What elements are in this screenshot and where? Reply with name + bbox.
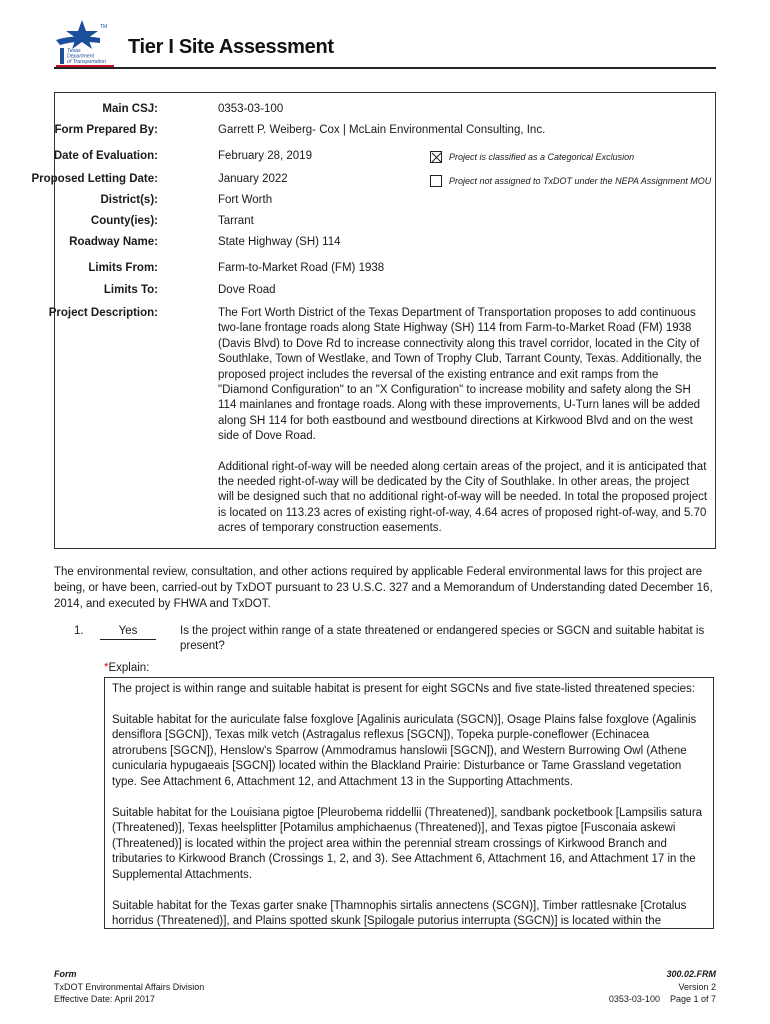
field-value[interactable]: Garrett P. Weiberg- Cox | McLain Environmental Consulting, Inc.	[218, 124, 546, 136]
field-roadway-name	[55, 234, 715, 250]
field-value[interactable]: February 28, 2019	[218, 150, 312, 162]
project-info-box	[31, 92, 716, 549]
footer-form-label: Form	[54, 969, 77, 979]
footer-division: TxDOT Environmental Affairs Division	[54, 981, 205, 992]
footer-left	[54, 968, 204, 1006]
field-value[interactable]: Tarrant	[218, 215, 254, 227]
footer-right	[609, 968, 716, 1006]
intro-paragraph: The environmental review, consultation, and other actions required by applicable Federal environmental laws for this project are being, or have been, carried-out by TxDOT pursuant to 23 U.S.C. 327 and a Memorandum of Understanding dated December 16, 2014, and executed by FHWA and TxDOT.	[54, 566, 713, 610]
field-label: Form Prepared By:	[54, 124, 158, 136]
explain-paragraph: Suitable habitat for the Louisiana pigtoe [Pleurobema riddellii (Threatened)], sandbank pocketbook [Lampsilis satura (Threatened)], Texas heelsplitter [Potamilus amphichaenus (Threatened)], and Texas pigtoe [Fusconaia askewi (Threatened)] is located within the project area within the perennial stream crossings of Kirkwood Branch and tributaries to Kirkwood Branch (Crossings 1, 2, and 3). See Attachment 6, Attachment 16, and Attachment 17 in the Supplemental Attachments.	[112, 806, 703, 881]
checkbox-label: Project is classified as a Categorical Exclusion	[449, 152, 635, 162]
required-star: *	[104, 662, 109, 674]
field-label: Roadway Name:	[69, 236, 158, 248]
field-value[interactable]: 0353-03-100	[218, 103, 284, 115]
field-label: Project Description:	[48, 307, 158, 319]
checkbox-categorical-exclusion-row	[430, 150, 634, 164]
explain-label-text: Explain:	[108, 662, 150, 674]
field-label: Main CSJ:	[102, 103, 158, 115]
page-title: Tier I Site Assessment	[128, 36, 334, 58]
logo-text-line-2: Department	[67, 53, 95, 60]
explain-paragraph: Suitable habitat for the auriculate false foxglove [Agalinis auriculata (SGCN)], Osage Plains false foxglove (Agalinis densiflora [SGCN]), Texas milk vetch (Astragalus reflexus [SGCN]), Topeka purple-coneflower (Echinacea atrorubens [SGCN]), Henslow's Sparrow (Ammodramus hanslowii [SGCN]), and Western Burrowing Owl (Athene cunicularia hypugaeais [SGCN]) located within the Blackland Prairie: Disturbance or Tame Grassland vegetation type. See Attachment 6, Attachment 12, and Attachment 13 in the Supporting Attachments.	[112, 713, 697, 788]
description-paragraph: The Fort Worth District of the Texas Department of Transportation proposes to add continuous two-lane frontage roads along State Highway (SH) 114 from Farm-to-Market Road (FM) 1938 (Davis Blvd) to Dove Rd to increase connectivity along this travel corridor, located in the City of Southlake, Town of Westlake, and Town of Trophy Club, Tarrant County, Texas. Additionally, the proposed project includes the reversal of the existing entrance and exit ramps from the "Diamond Configuration" to an "X Configuration" to increase mobility and safety along the SH 114 mainlanes and frontage roads. Along with these improvements, U-Turn lanes will be added along SH 114 for both eastbound and westbound directions at Kirkwood Blvd and on the west side of Dove Road.	[218, 307, 702, 443]
categorical-exclusion-checkbox[interactable]	[430, 151, 442, 163]
page-header	[54, 18, 716, 72]
footer-csj: 0353-03-100	[608, 994, 660, 1004]
nepa-assignment-checkbox[interactable]	[430, 175, 442, 187]
field-label: District(s):	[100, 194, 158, 206]
field-value[interactable]: State Highway (SH) 114	[218, 236, 341, 248]
explain-label	[104, 662, 149, 674]
question-answer-field[interactable]: Yes	[100, 624, 156, 640]
checkbox-nepa-assignment-row	[430, 174, 711, 188]
explain-textarea[interactable]	[104, 677, 714, 929]
question-number: 1.	[74, 625, 84, 637]
footer-form-number: 300.02.FRM	[666, 969, 716, 979]
field-label: Proposed Letting Date:	[31, 173, 158, 185]
header-divider	[54, 67, 716, 69]
field-value[interactable]: Fort Worth	[218, 194, 273, 206]
project-description[interactable]	[218, 306, 708, 552]
footer-page-number: Page 1 of 7	[669, 994, 716, 1004]
field-label: Limits To:	[103, 284, 158, 296]
field-label: Limits From:	[88, 262, 158, 274]
footer-effective-date: Effective Date: April 2017	[54, 994, 155, 1004]
field-label: Date of Evaluation:	[53, 150, 158, 162]
footer-version: Version 2	[678, 981, 716, 992]
field-value[interactable]: Dove Road	[218, 284, 276, 296]
explain-paragraph: Suitable habitat for the Texas garter snake [Thamnophis sirtalis annectens (SCGN)], Timber rattlesnake [Crotalus horridus (Threatened)], and Plains spotted skunk [Spilogale putorius interrupta (SGCN)] is located within the	[112, 899, 687, 928]
txdot-logo	[54, 18, 120, 68]
field-value[interactable]: January 2022	[218, 173, 288, 185]
field-limits-from	[55, 260, 715, 276]
question-text: Is the project within range of a state threatened or endangered species or SGCN and suitable habitat is present?	[180, 625, 705, 652]
field-limits-to	[55, 282, 715, 298]
field-counties	[55, 213, 715, 229]
field-value[interactable]: Farm-to-Market Road (FM) 1938	[218, 262, 385, 274]
field-label: County(ies):	[90, 215, 158, 227]
field-districts	[55, 192, 715, 208]
logo-text-line-1: Texas	[67, 48, 81, 54]
checkbox-label: Project not assigned to TxDOT under the NEPA Assignment MOU	[449, 176, 712, 186]
field-prepared-by	[55, 122, 715, 138]
description-paragraph: Additional right-of-way will be needed along certain areas of the project, and it is anticipated that the needed right-of-way will be dedicated by the City of Southlake. In other areas, the project will be designed such that no additional right-of-way will be needed. In total the proposed project is located on 113.23 acres of existing right-of-way, 4.64 acres of proposed right-of-way, and 5.70 acres of temporary construction easements.	[218, 460, 708, 535]
field-main-csj	[55, 101, 715, 117]
svg-text:TM: TM	[100, 24, 108, 30]
logo-text-line-3: of Transportation	[67, 59, 106, 65]
explain-paragraph: The project is within range and suitable habitat is present for eight SGCNs and five state-listed threatened species:	[112, 683, 695, 695]
